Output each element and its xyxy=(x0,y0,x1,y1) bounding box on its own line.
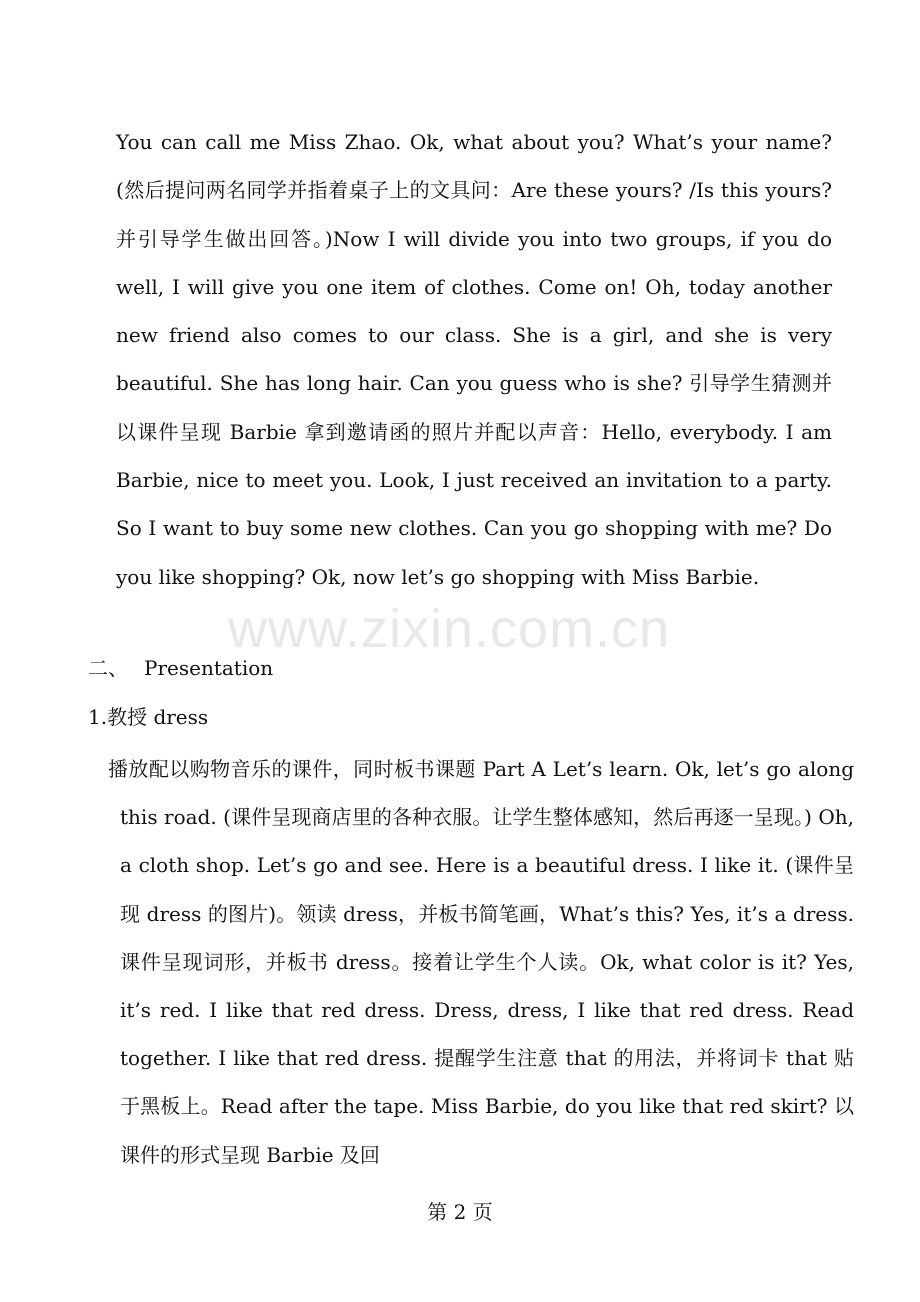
page-number: 第 2 页 xyxy=(427,1200,493,1224)
section-number: 二、 xyxy=(88,656,128,680)
subheading-teach-dress: 1.教授 dress xyxy=(88,705,209,729)
body-paragraph-presentation: 播放配以购物音乐的课件，同时板书课题 Part A Let’s learn. Ok, let’s go along this road. (课件呈现商店里的各种衣服。让学生整体感知，然后再逐一呈现。) Oh, a cloth shop. Let’s go and see. Here is a beautiful dress. I like it. (课件呈现 dress 的图片)。领读 dress，并板书简笔画，What’s this? Yes, it’s a dress. 课件呈现词形，并板书 dress。接着让学生个人读。Ok, what color is it? Yes, it’s red. I like that red dress. Dress, dress, I like that red dress. Read together. I like that red dress. 提醒学生注意 that 的用法，并将词卡 that 贴于黑板上。Read after the tape. Miss Barbie, do you like that red skirt? 以课件的形式呈现 Barbie 及回 xyxy=(108,757,854,1167)
body-paragraph-intro: You can call me Miss Zhao. Ok, what about you? What’s your name? (然后提问两名同学并指着桌子上的文具问：Are these yours? /Is this yours? 并引导学生做出回答。)Now I will divide you into two groups, if you do well, I will give you one item of clothes. Come on! Oh, today another new friend also comes to our class. She is a girl, and she is very beautiful. She has long hair. Can you guess who is she? 引导学生猜测并以课件呈现 Barbie 拿到邀请函的照片并配以声音：Hello, everybody. I am Barbie, nice to meet you. Look, I just received an invitation to a party. So I want to buy some new clothes. Can you go shopping with me? Do you like shopping? Ok, now let’s go shopping with Miss Barbie. xyxy=(116,130,832,589)
section-title: Presentation xyxy=(144,656,274,680)
watermark-text: www.zixin.com.cn xyxy=(228,599,671,659)
section-heading xyxy=(88,648,273,688)
